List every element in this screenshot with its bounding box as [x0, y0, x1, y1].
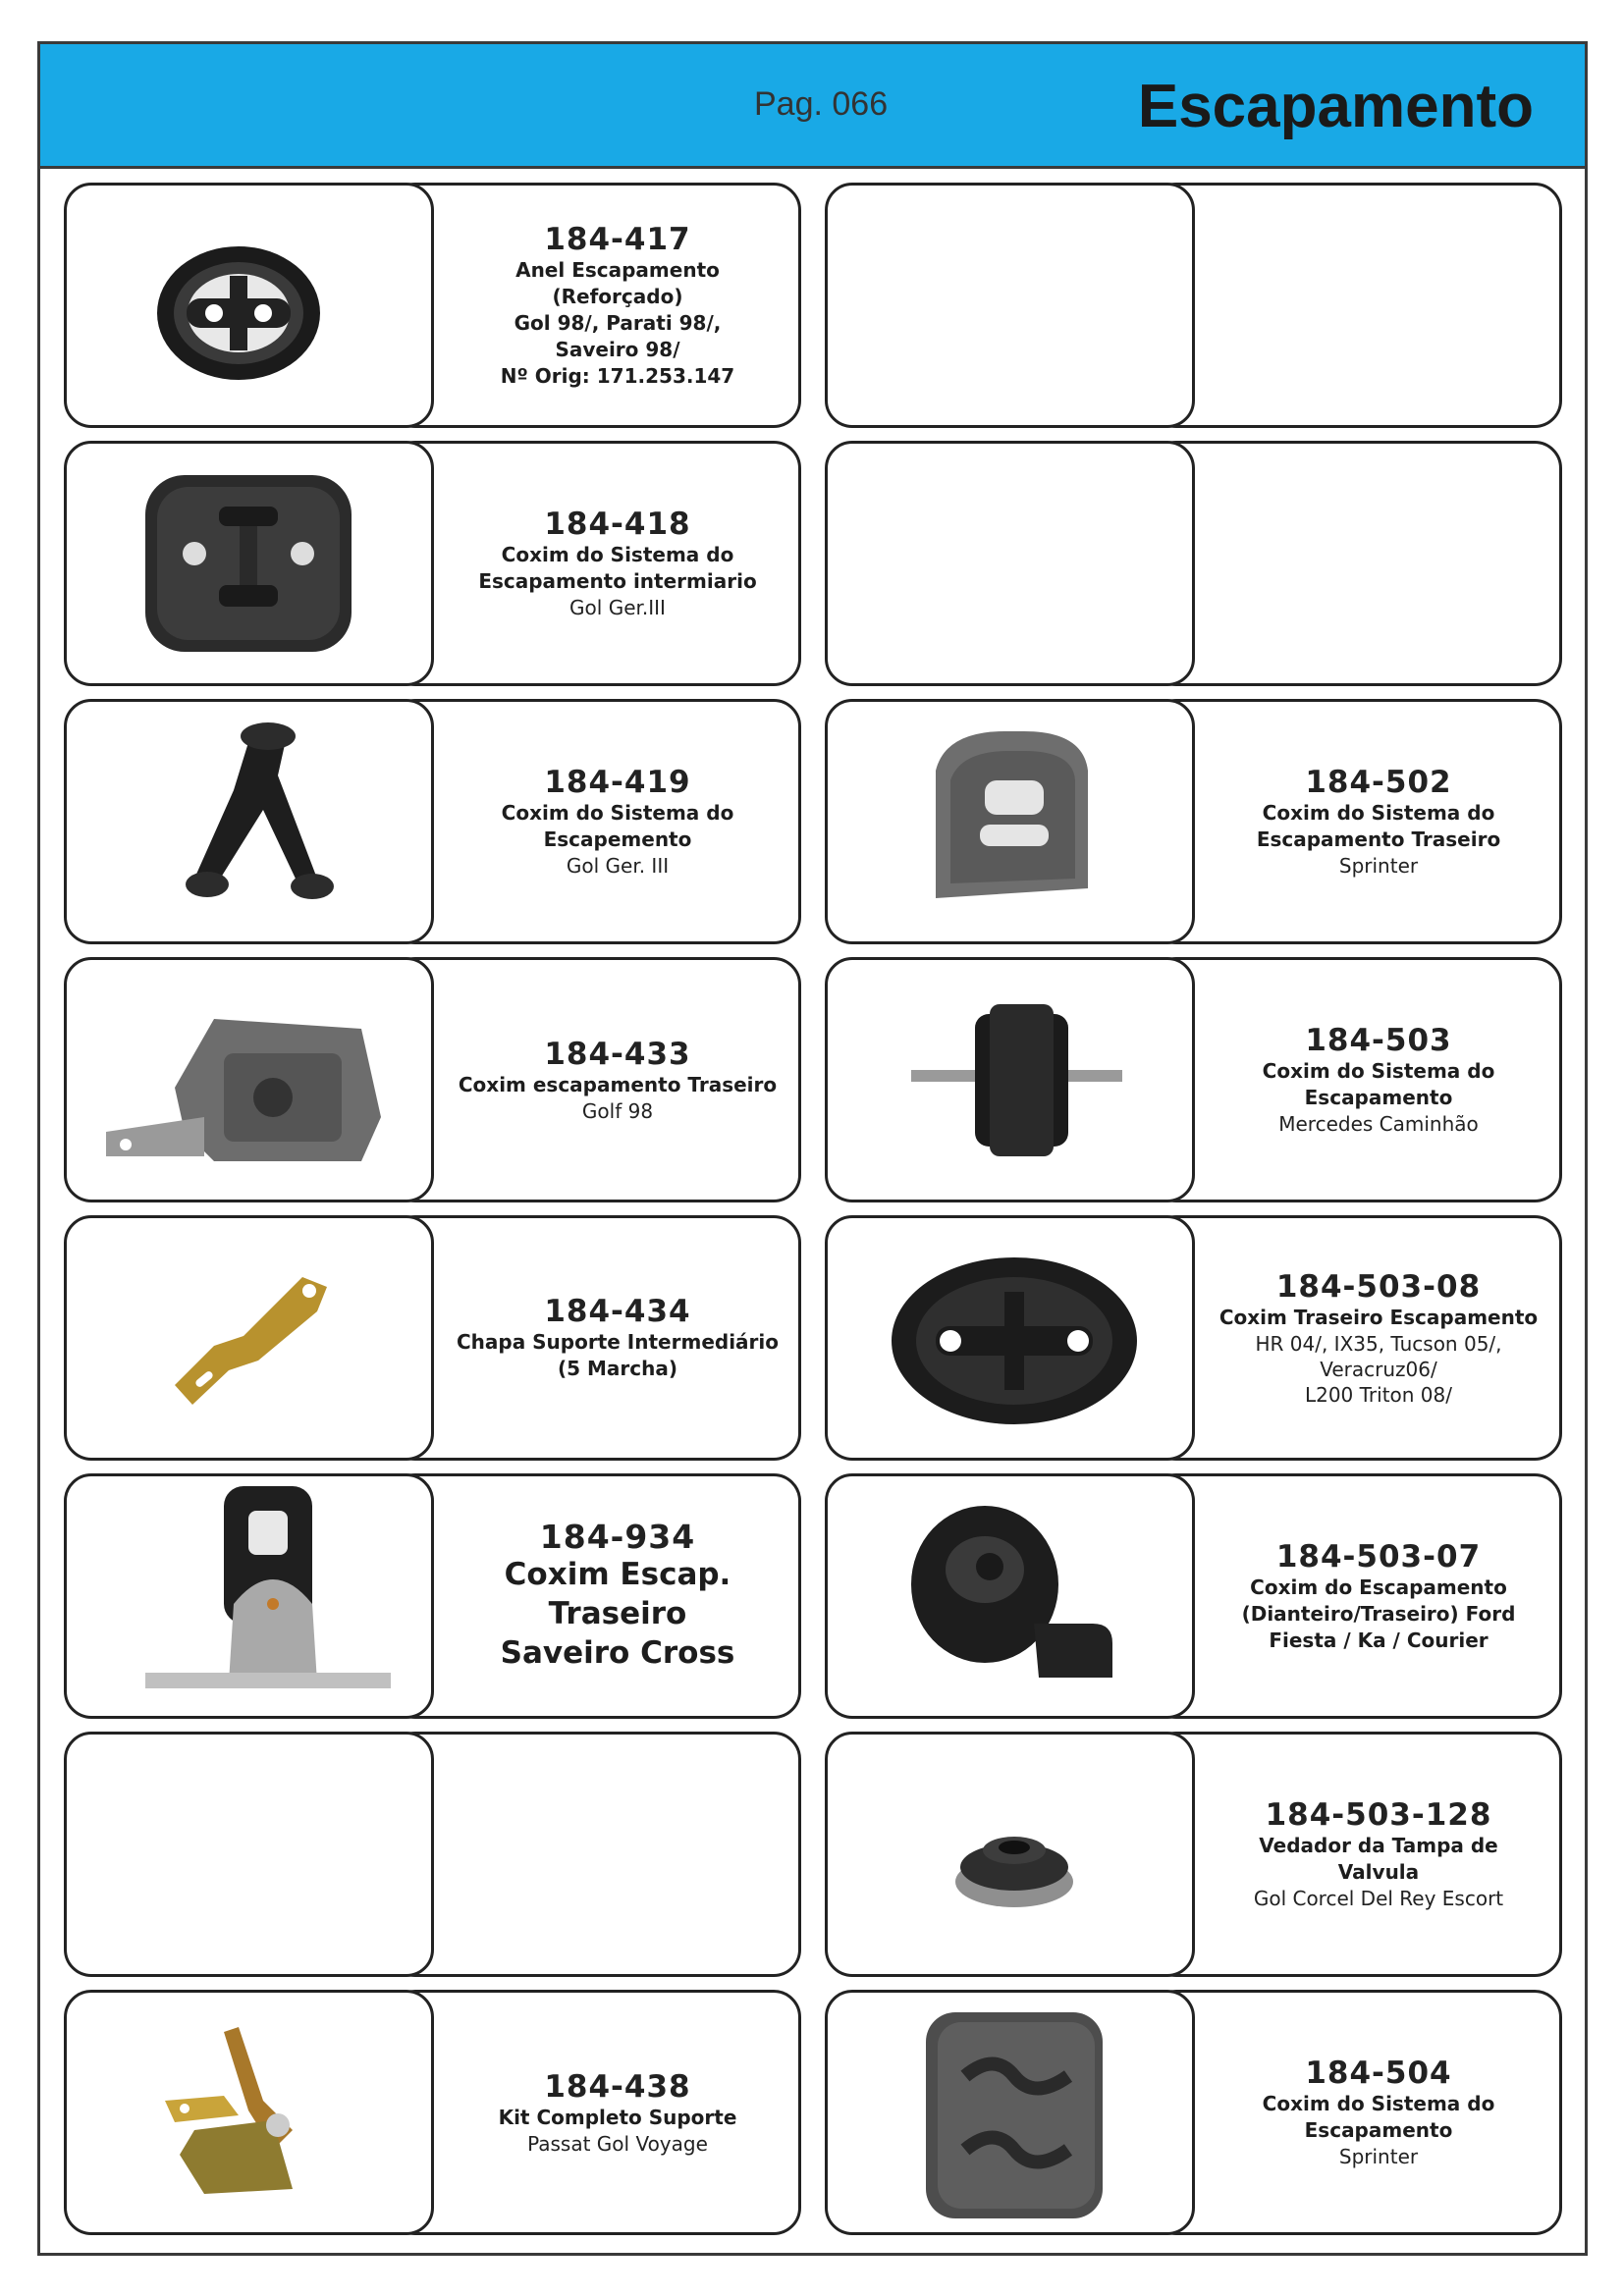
product-photo	[64, 183, 434, 428]
product-card-184-433	[64, 957, 801, 1202]
product-card-184-419	[64, 699, 801, 944]
product-card-184-438	[64, 1990, 801, 2235]
product-photo	[64, 1215, 434, 1461]
product-application: Mercedes Caminhão	[1278, 1112, 1479, 1136]
product-photo	[825, 1215, 1195, 1461]
product-photo	[825, 1732, 1195, 1977]
product-application: HR 04/, IX35, Tucson 05/, Veracruz06/ L200 Triton 08/	[1255, 1331, 1502, 1407]
product-code: 184-503	[1305, 1023, 1452, 1058]
support-plate-image	[67, 1218, 437, 1464]
product-photo	[64, 1473, 434, 1719]
product-name: Coxim do Sistema do Escapamento	[1262, 1059, 1495, 1109]
product-card-empty	[825, 183, 1562, 428]
product-code: 184-433	[544, 1036, 691, 1072]
exhaust-ring-image	[828, 1218, 1198, 1464]
product-photo	[64, 1990, 434, 2235]
page-header	[40, 44, 1585, 169]
product-name: Coxim do Sistema do Escapamento	[1262, 2092, 1495, 2142]
valve-cover-seal-image	[828, 1735, 1198, 1980]
product-name: Coxim do Sistema do Escapamento intermiario	[478, 543, 757, 593]
product-card-184-503-07	[825, 1473, 1562, 1719]
product-name: Kit Completo Suporte	[498, 2105, 737, 2129]
product-application: Gol Ger. III	[566, 854, 670, 878]
exhaust-ring-image	[67, 186, 437, 431]
product-card-184-504	[825, 1990, 1562, 2235]
product-application: Gol Corcel Del Rey Escort	[1253, 1887, 1504, 1910]
product-application: Sprinter	[1338, 854, 1419, 878]
product-photo	[825, 957, 1195, 1202]
product-card-184-503	[825, 957, 1562, 1202]
product-name: Coxim Escap. Traseiro Saveiro Cross	[500, 1557, 735, 1671]
product-name: Chapa Suporte Intermediário (5 Marcha)	[456, 1330, 780, 1380]
product-card-184-503-128	[825, 1732, 1562, 1977]
product-card-184-503-08	[825, 1215, 1562, 1461]
product-card-184-502	[825, 699, 1562, 944]
product-photo	[825, 1473, 1195, 1719]
exhaust-mount-image	[828, 1476, 1198, 1722]
product-photo	[64, 1732, 434, 1977]
product-application: Gol Ger.III	[569, 596, 666, 619]
product-code: 184-503-08	[1275, 1268, 1482, 1305]
product-code: 184-417	[544, 221, 691, 257]
product-code: 184-438	[544, 2068, 691, 2105]
product-code: 184-419	[544, 765, 691, 800]
product-name: Coxim Traseiro Escapamento	[1218, 1305, 1539, 1329]
product-code: 184-502	[1305, 765, 1452, 800]
page-number: Pag. 066	[754, 85, 889, 123]
product-card-empty	[825, 441, 1562, 686]
exhaust-mount-image	[828, 1993, 1198, 2238]
exhaust-mount-image	[67, 1476, 437, 1722]
product-name: Coxim do Sistema do Escapamento Traseiro	[1256, 801, 1501, 851]
support-kit-image	[67, 1993, 437, 2238]
exhaust-mount-image	[67, 444, 437, 689]
product-name: Anel Escapamento (Reforçado) Gol 98/, Parati 98/, Saveiro 98/ Nº Orig: 171.253.147	[500, 257, 735, 388]
product-photo	[825, 699, 1195, 944]
product-code: 184-434	[544, 1294, 691, 1329]
product-code: 184-934	[539, 1518, 696, 1556]
product-name: Coxim do Escapamento (Dianteiro/Traseiro) Ford Fiesta / Ka / Courier	[1241, 1575, 1516, 1652]
product-photo	[64, 699, 434, 944]
exhaust-mount-image	[67, 960, 437, 1205]
product-application: Golf 98	[581, 1098, 654, 1123]
product-card-empty	[64, 1732, 801, 1977]
product-photo	[825, 441, 1195, 686]
exhaust-mount-image	[828, 702, 1198, 947]
product-photo	[64, 441, 434, 686]
product-application: Sprinter	[1338, 2145, 1419, 2168]
product-application: Passat Gol Voyage	[527, 2131, 708, 2156]
product-card-184-417	[64, 183, 801, 428]
product-card-184-934	[64, 1473, 801, 1719]
product-name: Coxim escapamento Traseiro	[458, 1072, 778, 1096]
product-code: 184-503-128	[1265, 1797, 1492, 1833]
exhaust-bracket-image	[67, 702, 437, 947]
product-name: Coxim do Sistema do Escapemento	[501, 801, 734, 851]
page-title: Escapamento	[1137, 73, 1534, 140]
product-card-184-418	[64, 441, 801, 686]
exhaust-mount-image	[828, 960, 1198, 1205]
product-photo	[64, 957, 434, 1202]
product-code: 184-504	[1305, 2056, 1452, 2091]
product-card-184-434	[64, 1215, 801, 1461]
product-code: 184-418	[544, 507, 691, 542]
product-code: 184-503-07	[1275, 1538, 1482, 1575]
product-photo	[825, 183, 1195, 428]
product-name: Vedador da Tampa de Valvula	[1259, 1834, 1498, 1884]
product-photo	[825, 1990, 1195, 2235]
